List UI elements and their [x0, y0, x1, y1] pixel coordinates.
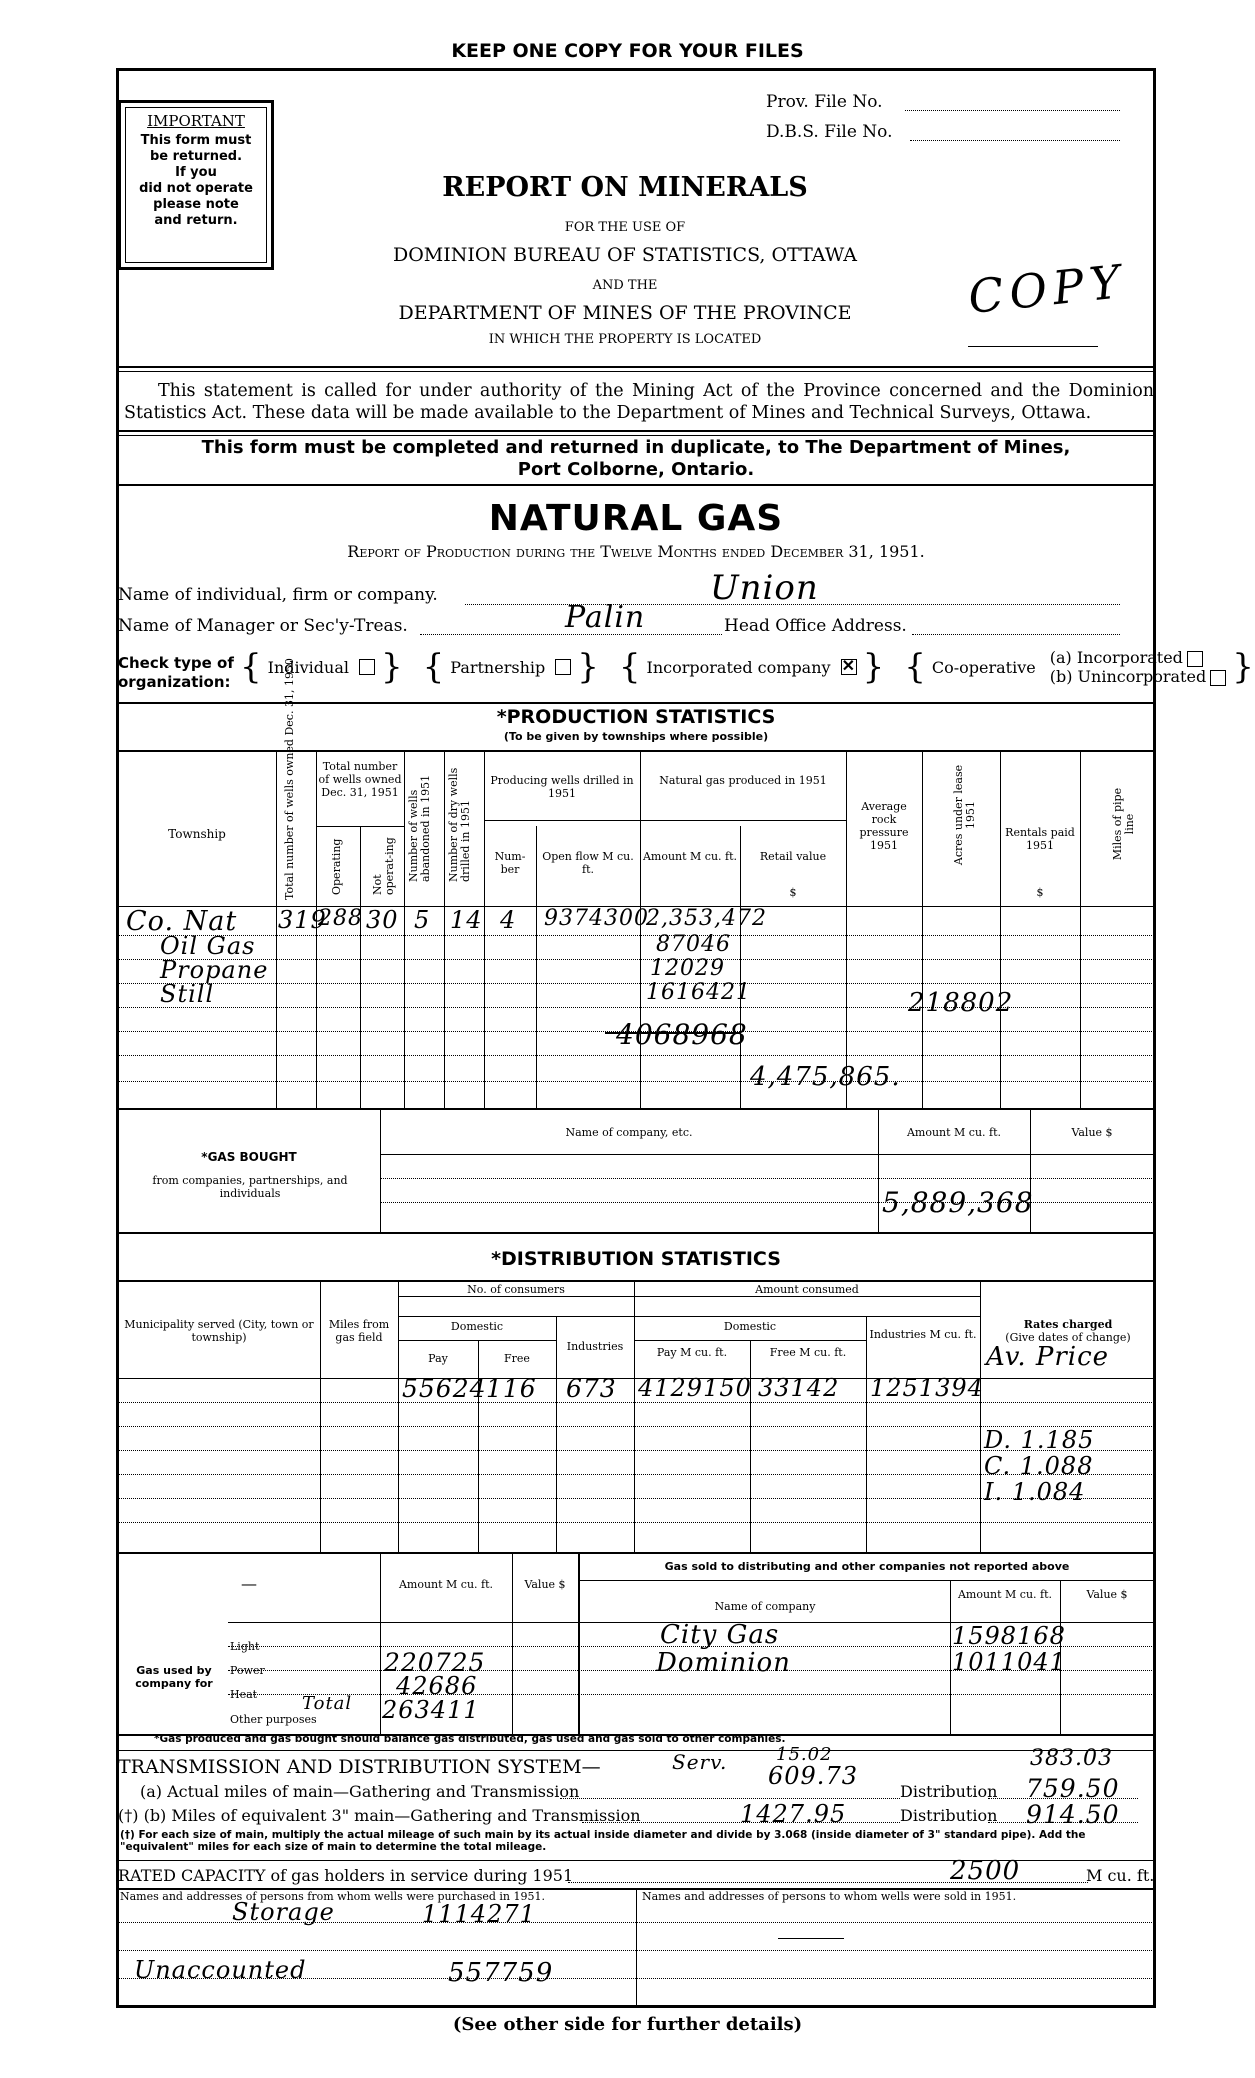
storage-label: Storage [232, 1898, 335, 1926]
total-wells-header: Total number of wells owned Dec. 31, 1950 [283, 658, 296, 900]
transmission-footnote: (†) For each size of main, multiply the actual mileage of such main by its actual inside diameter and divide by 3.068 (inside diameter of 3" standard pipe). Add the "equivalent" miles for each size of main to determine the total mileage. [120, 1829, 1086, 1853]
acres-header: Acres under lease 1951 [952, 764, 977, 866]
free-header: Free [504, 1352, 530, 1365]
incorporated-label: Incorporated company [646, 657, 831, 677]
heat-amount: 42686 [396, 1672, 478, 1700]
coop-b-label: (b) Unincorporated [1049, 667, 1207, 686]
row-line [118, 1055, 1154, 1056]
retail-header: Retail value [759, 850, 827, 863]
amount-consumed-header: Amount consumed [755, 1283, 859, 1296]
form-title: NATURAL GAS [488, 498, 784, 539]
rate-i: I. 1.084 [984, 1478, 1086, 1506]
cooperative-label: Co-operative [931, 657, 1036, 677]
important-line: and return. [154, 213, 238, 228]
row-line [316, 826, 404, 827]
purchased-label: Names and addresses of persons from whom wells were purchased in 1951. [120, 1890, 545, 1903]
sold-row1-name: City Gas [660, 1620, 780, 1650]
prod-row4-amount: 1616421 [646, 980, 751, 1005]
prod-row1-not-op: 30 [366, 906, 399, 934]
gas-used-value-header: Value $ [524, 1578, 566, 1591]
dotted-line [636, 1978, 1154, 1979]
transmission-title: TRANSMISSION AND DISTRIBUTION SYSTEM— [118, 1756, 601, 1778]
gas-produced-header: Natural gas produced in 1951 [659, 774, 827, 787]
gas-bought-label: *GAS BOUGHT [201, 1150, 297, 1164]
partnership-checkbox[interactable] [555, 659, 571, 675]
capacity-unit: M cu. ft. [1086, 1866, 1155, 1885]
rate-c: C. 1.088 [984, 1452, 1094, 1480]
gas-used-dash: — [241, 1574, 257, 1593]
open-flow-header: Open flow M cu. ft. [542, 850, 634, 876]
gas-bought-sublabel: from companies, partnerships, and individuals [152, 1174, 348, 1200]
gas-bought-amount-header: Amount M cu. ft. [906, 1126, 1002, 1139]
col-line [320, 1280, 321, 1552]
gas-bought-name-header: Name of company, etc. [565, 1126, 693, 1139]
rentals-header: Rentals paid 1951 [1005, 826, 1075, 852]
divider [118, 435, 1154, 436]
dist-free: 116 [486, 1374, 537, 1403]
sold-row2-name: Dominion [656, 1648, 791, 1678]
dist-industries-amount: 1251394 [870, 1374, 984, 1402]
divider [118, 371, 1154, 372]
important-line: please note [153, 197, 239, 212]
sold-value-header: Value $ [1086, 1588, 1128, 1601]
table-border [118, 750, 1154, 752]
manager-label: Name of Manager or Sec'y-Treas. [118, 616, 408, 636]
rentals-dollar-header: $ [1036, 886, 1044, 899]
dbs-file-label: D.B.S. File No. [766, 122, 893, 142]
sold-persons-label: Names and addresses of persons to whom wells were sold in 1951. [642, 1890, 1017, 1903]
header-line1: FOR THE USE OF [564, 220, 686, 235]
report-title: REPORT ON MINERALS [442, 172, 808, 203]
row-line [118, 935, 1154, 936]
total-owned-header: Total number of wells owned Dec. 31, 1951 [318, 760, 402, 799]
row-line [380, 1178, 1154, 1179]
dotted-line [118, 1922, 636, 1923]
gas-bought-amount: 5,889,368 [882, 1186, 1034, 1219]
header-line5: IN WHICH THE PROPERTY IS LOCATED [488, 332, 762, 347]
row-line [640, 820, 846, 821]
abandoned-header: Number of wells abandoned in 1951 [407, 774, 432, 882]
head-office-line [912, 634, 1120, 635]
header-line3: AND THE [592, 278, 658, 293]
header-line2: DOMINION BUREAU OF STATISTICS, OTTAWA [392, 244, 857, 266]
important-line: did not operate [139, 181, 253, 196]
dist-top-value: 383.03 [1030, 1746, 1113, 1771]
free-amount-header: Free M cu. ft. [769, 1346, 847, 1359]
dist-pay-amount: 4129150 [638, 1374, 752, 1402]
not-operating-header: Not operat-ing [371, 837, 396, 895]
head-office-label: Head Office Address. [724, 616, 907, 636]
row-line [578, 1580, 1154, 1581]
total-amount: 263411 [382, 1696, 480, 1724]
row-line [118, 983, 1154, 984]
domestic-header: Domestic [450, 1320, 504, 1333]
prod-row1-open-flow: 9374300 [544, 906, 649, 931]
col-line [950, 1580, 951, 1734]
serv-value: 15.02 [776, 1744, 833, 1765]
dist-free-amount: 33142 [758, 1374, 840, 1402]
coop-a-checkbox[interactable] [1187, 651, 1203, 667]
line-b-label: (†) (b) Miles of equivalent 3" main—Gathering and Transmission [118, 1806, 641, 1825]
consumers-header: No. of consumers [467, 1283, 565, 1296]
col-line [980, 1280, 981, 1552]
prod-row4-acres: 218802 [908, 988, 1014, 1018]
prod-row1-number: 4 [500, 906, 517, 934]
total-label: Total [302, 1693, 353, 1714]
header-line4: DEPARTMENT OF MINES OF THE PROVINCE [398, 302, 852, 324]
unaccounted-value: 557759 [448, 1958, 554, 1988]
power-label: Power [230, 1664, 265, 1677]
divider [118, 484, 1154, 486]
pay-amount-header: Pay M cu. ft. [656, 1346, 728, 1359]
dollar-header: $ [789, 886, 797, 899]
divider [118, 430, 1154, 432]
prod-row2-township: Oil Gas [160, 932, 256, 960]
col-line [360, 826, 361, 1108]
distribution-title: *DISTRIBUTION STATISTICS [491, 1248, 781, 1270]
important-box [118, 100, 274, 270]
prod-row1-operating: 288 [318, 906, 363, 931]
line-b-value: 1427.95 [740, 1800, 847, 1828]
rates-header: Rates charged [1023, 1318, 1113, 1331]
line-a-dist-value: 759.50 [1026, 1774, 1120, 1803]
dotted-line [636, 1922, 1154, 1923]
col-line [750, 1340, 751, 1552]
balance-note: *Gas produced and gas bought should balance gas distributed, gas used and gas sold to other companies. [154, 1733, 786, 1745]
row-line [380, 1202, 1154, 1203]
prod-row3-amount: 12029 [650, 956, 725, 981]
prod-grand-total: 4,475,865. [750, 1062, 901, 1092]
check-label-1: Check type of [118, 654, 234, 672]
capacity-value: 2500 [950, 1856, 1021, 1886]
col-line [478, 1340, 479, 1552]
individual-checkbox[interactable] [359, 659, 375, 675]
miles-field-header: Miles from gas field [328, 1318, 390, 1344]
industries-header: Industries [566, 1340, 624, 1353]
col-line [866, 1316, 867, 1552]
prod-row1-township: Co. Nat [126, 906, 238, 937]
pressure-header: Average rock pressure 1951 [859, 800, 909, 852]
light-label: Light [230, 1640, 260, 1653]
prod-row1-abandoned: 5 [414, 906, 431, 934]
operating-header: Operating [330, 838, 343, 895]
row-line [398, 1296, 980, 1297]
important-line: This form must [140, 133, 252, 148]
storage-value: 1114271 [422, 1900, 536, 1928]
power-amount: 220725 [384, 1648, 486, 1677]
return-note-1: This form must be completed and returned in duplicate, to The Department of Mines, [201, 437, 1071, 458]
number-header: Num-ber [494, 850, 526, 876]
row-line [398, 1340, 556, 1341]
col-line [636, 1888, 637, 2008]
rate-avg-price: Av. Price [986, 1342, 1110, 1372]
coop-a-label: (a) Incorporated [1049, 648, 1183, 667]
prod-row4-township: Still [160, 980, 215, 1008]
line-b-dist-value: 914.50 [1026, 1800, 1120, 1829]
row-line [118, 1081, 1154, 1082]
top-banner: KEEP ONE COPY FOR YOUR FILES [451, 40, 804, 62]
prod-row1-total: 319 [278, 906, 327, 934]
important-title: IMPORTANT [147, 112, 245, 130]
row-line [118, 959, 1154, 960]
rate-d: D. 1.185 [984, 1426, 1095, 1454]
amount-header: Amount M cu. ft. [642, 850, 738, 863]
divider [118, 366, 1154, 368]
prod-row3-township: Propane [160, 956, 269, 984]
dbs-file-line [910, 140, 1120, 141]
dry-header: Number of dry wells drilled in 1951 [447, 767, 472, 882]
prod-row2-amount: 87046 [656, 932, 731, 957]
serv-label: Serv. [672, 1750, 728, 1774]
gas-used-amount-header: Amount M cu. ft. [398, 1578, 494, 1591]
table-border [118, 1280, 1154, 1282]
producing-header: Producing wells drilled in 1951 [490, 774, 634, 800]
check-label-2: organization: [118, 673, 231, 691]
township-header: Township [168, 827, 226, 841]
gas-used-label: Gas used by company for [135, 1664, 213, 1690]
production-title: *PRODUCTION STATISTICS [496, 706, 776, 728]
line-a-value: 609.73 [768, 1762, 858, 1790]
prov-file-label: Prov. File No. [766, 92, 883, 112]
line-a-label: (a) Actual miles of main—Gathering and Transmission [140, 1782, 580, 1801]
row-line [118, 1402, 1154, 1403]
important-line: If you [175, 165, 217, 180]
other-purposes-label: Other purposes [230, 1713, 317, 1726]
sold-name-header: Name of company [714, 1600, 816, 1613]
footer-note: (See other side for further details) [452, 2014, 803, 2035]
row-line [118, 1378, 1154, 1379]
table-border [118, 1108, 1154, 1110]
domestic-amount-header: Domestic [723, 1320, 777, 1333]
production-subtitle: (To be given by townships where possible) [503, 730, 769, 743]
copy-underline [968, 346, 1098, 347]
partnership-label: Partnership [450, 657, 546, 677]
coop-b-checkbox[interactable] [1210, 670, 1226, 686]
copy-stamp: COPY [965, 253, 1129, 325]
table-border [118, 1232, 1154, 1234]
prov-file-line [905, 110, 1120, 111]
divider [118, 702, 1154, 704]
heat-label: Heat [230, 1688, 258, 1701]
row-line [118, 1522, 1154, 1523]
miles-pipe-header: Miles of pipe line [1111, 787, 1136, 861]
sold-row2-amount: 1011041 [952, 1648, 1066, 1676]
row-line [634, 1340, 866, 1341]
dist-pay: 55624 [402, 1374, 487, 1403]
row-line [398, 1316, 980, 1317]
line-b-dist-label: Distribution [900, 1806, 998, 1825]
row-line [484, 820, 640, 821]
dotted-line [118, 1950, 636, 1951]
unaccounted-label: Unaccounted [134, 1956, 307, 1984]
row-line [228, 1694, 1154, 1695]
authority-statement: This statement is called for under authority of the Mining Act of the Province concerned and the Dominion Statistics Act. These data will be made available to the Department of Mines and Technical Surveys, Ottawa. [124, 381, 1154, 423]
table-border [118, 1552, 1154, 1554]
rates-sub-header: (Give dates of change) [1005, 1331, 1131, 1344]
name-label: Name of individual, firm or company. [118, 585, 438, 605]
municipality-header: Municipality served (City, town or township) [124, 1318, 314, 1344]
dotted-line [560, 1798, 900, 1799]
manager-value: Palin [565, 600, 646, 635]
name-value: Union [710, 568, 819, 608]
divider [118, 1750, 1154, 1751]
prod-row1-dry: 14 [450, 906, 483, 934]
prod-subtotal: 4068968 [616, 1018, 748, 1051]
pay-header: Pay [428, 1352, 448, 1365]
industries-amount-header: Industries M cu. ft. [869, 1328, 977, 1341]
prod-row1-amount: 2,353,472 [646, 906, 767, 931]
important-line: be returned. [149, 149, 243, 164]
gas-sold-title: Gas sold to distributing and other companies not reported above [664, 1560, 1070, 1573]
gas-bought-value-header: Value $ [1071, 1126, 1113, 1139]
dash-mark [778, 1938, 844, 1939]
dotted-line [636, 1950, 1154, 1951]
sold-amount-header: Amount M cu. ft. [957, 1588, 1053, 1601]
incorporated-checkbox[interactable] [841, 659, 857, 675]
col-line [740, 826, 741, 1108]
report-period: Report of Production during the Twelve Months ended December 31, 1951. [347, 542, 925, 561]
individual-label: Individual [267, 657, 349, 677]
row-line [380, 1154, 1154, 1155]
dist-industries: 673 [566, 1374, 617, 1403]
col-line [536, 826, 537, 1108]
capacity-label: RATED CAPACITY of gas holders in service during 1951 [118, 1866, 574, 1885]
line-a-dist-label: Distribution [900, 1782, 998, 1801]
sold-row1-amount: 1598168 [952, 1622, 1066, 1650]
return-note-2: Port Colborne, Ontario. [517, 459, 755, 480]
